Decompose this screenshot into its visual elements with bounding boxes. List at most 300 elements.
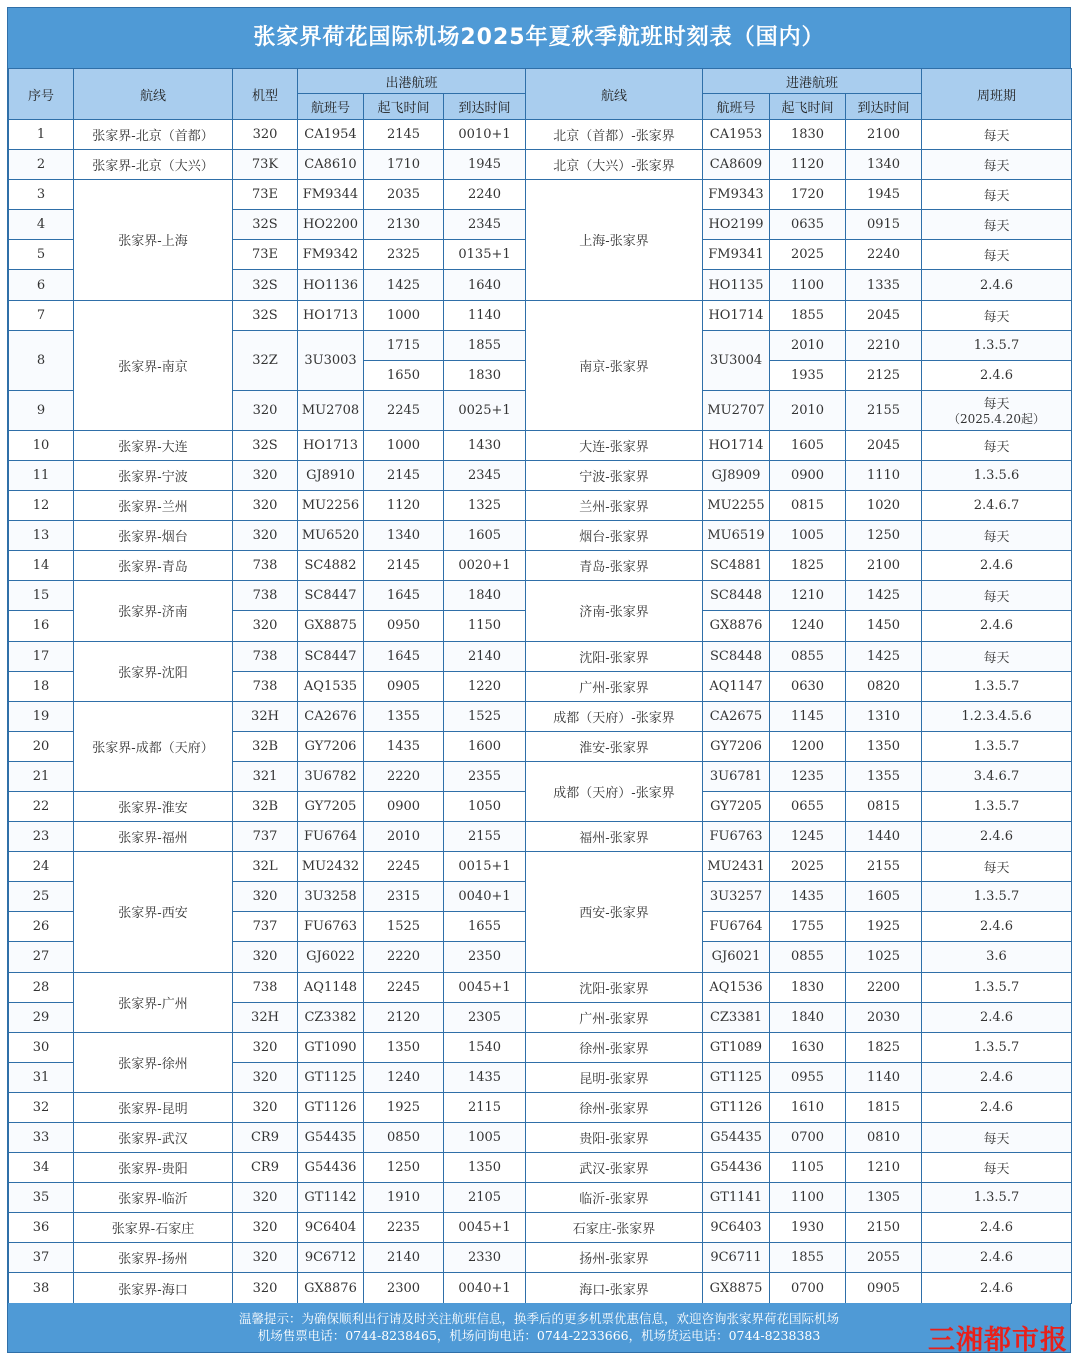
weekly-schedule-cell [922,1273,1072,1303]
in-flight-no-cell: 3U3004 [703,330,770,390]
out-arr-time-cell: 2305 [444,1002,526,1032]
weekly-schedule-text: 每天 [983,189,1010,205]
out-arr-time-cell: 1605 [444,521,526,551]
seq-cell: 21 [9,761,74,791]
inbound-route-cell: 武汉-张家界 [526,1153,703,1183]
outbound-route-cell: 张家界-福州 [74,822,233,852]
in-dep-time-cell: 1755 [770,912,846,942]
in-arr-time-cell: 1310 [846,701,922,731]
seq-cell: 27 [9,942,74,972]
inbound-route-cell: 徐州-张家界 [526,1092,703,1122]
out-flight-no-cell: FU6763 [298,912,364,942]
out-arr-time-cell: 2105 [444,1183,526,1213]
inbound-route-cell: 青岛-张家界 [526,551,703,581]
out-dep-time-cell: 1910 [364,1183,444,1213]
table-row [9,1213,1072,1243]
weekly-schedule-cell [922,791,1072,821]
out-arr-time-cell: 1150 [444,611,526,641]
out-arr-time-cell: 2115 [444,1092,526,1122]
aircraft-cell: 320 [233,460,298,490]
header-in-dep-time: 起飞时间 [770,94,846,120]
inbound-route-cell: 昆明-张家界 [526,1062,703,1092]
out-flight-no-cell: 3U6782 [298,761,364,791]
out-arr-time-cell: 0025+1 [444,390,526,430]
inbound-route-cell: 兰州-张家界 [526,491,703,521]
out-flight-no-cell: GY7206 [298,731,364,761]
seq-cell: 13 [9,521,74,551]
in-dep-time-cell: 1855 [770,300,846,330]
out-flight-no-cell: HO1713 [298,300,364,330]
in-arr-time-cell: 1815 [846,1092,922,1122]
weekly-schedule-cell [922,300,1072,330]
out-flight-no-cell: HO1713 [298,430,364,460]
inbound-route-cell: 临沂-张家界 [526,1183,703,1213]
out-flight-no-cell: G54435 [298,1123,364,1153]
weekly-schedule-cell [922,521,1072,551]
outbound-route-cell: 张家界-西安 [74,852,233,972]
header-out-flight-no: 航班号 [298,94,364,120]
out-arr-time-cell: 1325 [444,491,526,521]
out-flight-no-cell: GJ6022 [298,942,364,972]
weekly-schedule-text: 2.4.6 [979,277,1014,293]
in-flight-no-cell: MU2255 [703,491,770,521]
seq-cell: 23 [9,822,74,852]
weekly-schedule-text: 1.3.5.7 [973,738,1020,754]
aircraft-cell: 320 [233,882,298,912]
aircraft-cell: 320 [233,390,298,430]
weekly-schedule-cell [922,360,1072,390]
in-arr-time-cell: 2045 [846,430,922,460]
aircraft-cell: 32S [233,300,298,330]
out-flight-no-cell: SC8447 [298,581,364,611]
in-arr-time-cell: 1340 [846,150,922,180]
out-flight-no-cell: AQ1535 [298,671,364,701]
in-flight-no-cell: FU6763 [703,822,770,852]
aircraft-cell: 32B [233,731,298,761]
out-arr-time-cell: 2330 [444,1243,526,1273]
weekly-schedule-cell [922,942,1072,972]
in-flight-no-cell: AQ1147 [703,671,770,701]
seq-cell: 28 [9,972,74,1002]
seq-cell: 37 [9,1243,74,1273]
out-arr-time-cell: 1050 [444,791,526,821]
header-inbound: 进港航班 [703,69,922,94]
weekly-schedule-cell [922,150,1072,180]
out-flight-no-cell: FM9344 [298,180,364,210]
in-arr-time-cell: 1250 [846,521,922,551]
in-dep-time-cell: 1120 [770,150,846,180]
aircraft-cell: 738 [233,671,298,701]
in-flight-no-cell: 3U6781 [703,761,770,791]
weekly-schedule-text: 2.4.6 [979,1280,1014,1296]
seq-cell: 11 [9,460,74,490]
out-dep-time-cell: 1710 [364,150,444,180]
outbound-route-cell: 张家界-上海 [74,180,233,300]
seq-cell: 29 [9,1002,74,1032]
weekly-schedule-text: 2.4.6 [979,1009,1014,1025]
out-flight-no-cell: CA8610 [298,150,364,180]
seq-cell: 16 [9,611,74,641]
out-arr-time-cell: 1525 [444,701,526,731]
weekly-schedule-text: 1.3.5.7 [973,979,1020,995]
in-arr-time-cell: 2240 [846,240,922,270]
out-dep-time-cell: 2245 [364,972,444,1002]
weekly-schedule-text: 2.4.6 [979,558,1014,574]
weekly-schedule-cell [922,972,1072,1002]
in-arr-time-cell: 1350 [846,731,922,761]
footer-line-2: 机场售票电话：0744-8238465，机场问询电话：0744-2233666，机场货运电话：0744-8238383 [257,1328,821,1343]
inbound-route-cell: 上海-张家界 [526,180,703,300]
aircraft-cell: 32H [233,701,298,731]
out-dep-time-cell: 0950 [364,611,444,641]
in-dep-time-cell: 0655 [770,791,846,821]
out-arr-time-cell: 1430 [444,430,526,460]
weekly-schedule-cell [922,460,1072,490]
aircraft-cell: 737 [233,822,298,852]
table-row [9,1032,1072,1062]
seq-cell: 19 [9,701,74,731]
weekly-schedule-cell [922,120,1072,150]
out-dep-time-cell: 2130 [364,210,444,240]
out-arr-time-cell: 0135+1 [444,240,526,270]
out-arr-time-cell: 1540 [444,1032,526,1062]
out-flight-no-cell: G54436 [298,1153,364,1183]
weekly-schedule-text: 每天 [983,861,1010,877]
aircraft-cell: 32H [233,1002,298,1032]
out-flight-no-cell: HO2200 [298,210,364,240]
out-arr-time-cell: 1435 [444,1062,526,1092]
outbound-route-cell: 张家界-武汉 [74,1123,233,1153]
out-arr-time-cell: 0045+1 [444,972,526,1002]
table-row [9,551,1072,581]
in-flight-no-cell: GT1089 [703,1032,770,1062]
weekly-schedule-cell [922,1062,1072,1092]
out-flight-no-cell: 9C6404 [298,1213,364,1243]
in-flight-no-cell: CA8609 [703,150,770,180]
out-dep-time-cell: 1000 [364,300,444,330]
out-dep-time-cell: 1645 [364,581,444,611]
inbound-route-cell: 烟台-张家界 [526,521,703,551]
weekly-schedule-cell [922,1183,1072,1213]
out-dep-time-cell: 1525 [364,912,444,942]
weekly-schedule-cell [922,912,1072,942]
in-arr-time-cell: 1605 [846,882,922,912]
in-dep-time-cell: 1830 [770,972,846,1002]
weekly-schedule-cell [922,852,1072,882]
weekly-schedule-cell [922,240,1072,270]
weekly-schedule-cell [922,671,1072,701]
table-row [9,1092,1072,1122]
seq-cell: 35 [9,1183,74,1213]
header-weekly: 周班期 [922,69,1072,120]
out-dep-time-cell: 2245 [364,390,444,430]
in-dep-time-cell: 1830 [770,120,846,150]
in-dep-time-cell: 1145 [770,701,846,731]
out-arr-time-cell: 1005 [444,1123,526,1153]
out-arr-time-cell: 2140 [444,641,526,671]
out-arr-time-cell: 1655 [444,912,526,942]
in-flight-no-cell: MU2707 [703,390,770,430]
inbound-route-cell: 大连-张家界 [526,430,703,460]
aircraft-cell: 32Z [233,330,298,390]
table-row [9,1243,1072,1273]
inbound-route-cell: 成都（天府）-张家界 [526,701,703,731]
weekly-schedule-text: 1.3.5.7 [973,1190,1020,1206]
inbound-route-cell: 广州-张家界 [526,1002,703,1032]
out-arr-time-cell: 0040+1 [444,1273,526,1303]
in-dep-time-cell: 1210 [770,581,846,611]
in-arr-time-cell: 2100 [846,551,922,581]
in-flight-no-cell: MU2431 [703,852,770,882]
out-dep-time-cell: 2035 [364,180,444,210]
weekly-schedule-text: 每天 [983,397,1010,413]
in-flight-no-cell: GY7206 [703,731,770,761]
out-flight-no-cell: FU6764 [298,822,364,852]
weekly-schedule-cell [922,180,1072,210]
weekly-schedule-cell [922,1092,1072,1122]
in-arr-time-cell: 1140 [846,1062,922,1092]
seq-cell: 18 [9,671,74,701]
aircraft-cell: 32B [233,791,298,821]
out-flight-no-cell: GT1090 [298,1032,364,1062]
in-flight-no-cell: FM9341 [703,240,770,270]
out-flight-no-cell: GX8876 [298,1273,364,1303]
in-arr-time-cell: 2155 [846,390,922,430]
in-arr-time-cell: 1825 [846,1032,922,1062]
inbound-route-cell: 徐州-张家界 [526,1032,703,1062]
inbound-route-cell: 广州-张家界 [526,671,703,701]
in-flight-no-cell: G54436 [703,1153,770,1183]
inbound-route-cell: 沈阳-张家界 [526,641,703,671]
seq-cell: 22 [9,791,74,821]
header-out-dep-time: 起飞时间 [364,94,444,120]
weekly-schedule-text: 每天 [983,650,1010,666]
in-dep-time-cell: 0630 [770,671,846,701]
header-in-arr-time: 到达时间 [846,94,922,120]
weekly-schedule-text: 2.4.6 [979,829,1014,845]
out-dep-time-cell: 1425 [364,270,444,300]
out-dep-time-cell: 1435 [364,731,444,761]
weekly-schedule-text: 2.4.6 [979,1099,1014,1115]
in-arr-time-cell: 0915 [846,210,922,240]
out-arr-time-cell: 2240 [444,180,526,210]
out-dep-time-cell: 2220 [364,942,444,972]
outbound-route-cell: 张家界-南京 [74,300,233,430]
inbound-route-cell: 北京（大兴）-张家界 [526,150,703,180]
out-arr-time-cell: 2155 [444,822,526,852]
flight-schedule-table [8,68,1072,1304]
out-flight-no-cell: GT1126 [298,1092,364,1122]
seq-cell: 26 [9,912,74,942]
out-flight-no-cell: GY7205 [298,791,364,821]
inbound-route-cell: 宁波-张家界 [526,460,703,490]
in-arr-time-cell: 2055 [846,1243,922,1273]
outbound-route-cell: 张家界-北京（大兴） [74,150,233,180]
out-dep-time-cell: 1120 [364,491,444,521]
in-arr-time-cell: 1425 [846,581,922,611]
in-dep-time-cell: 1100 [770,270,846,300]
in-flight-no-cell: GT1126 [703,1092,770,1122]
weekly-schedule-text: 2.4.6 [979,367,1014,383]
in-arr-time-cell: 1020 [846,491,922,521]
in-flight-no-cell: CZ3381 [703,1002,770,1032]
in-dep-time-cell: 1435 [770,882,846,912]
out-flight-no-cell: CA1954 [298,120,364,150]
in-flight-no-cell: CA2675 [703,701,770,731]
weekly-schedule-text: 每天 [983,439,1010,455]
weekly-schedule-text: 2.4.6 [979,618,1014,634]
in-dep-time-cell: 1605 [770,430,846,460]
seq-cell: 34 [9,1153,74,1183]
seq-cell: 14 [9,551,74,581]
aircraft-cell: 320 [233,1243,298,1273]
in-arr-time-cell: 1025 [846,942,922,972]
out-dep-time-cell: 2245 [364,852,444,882]
in-dep-time-cell: 0700 [770,1123,846,1153]
weekly-schedule-cell [922,731,1072,761]
in-dep-time-cell: 0900 [770,460,846,490]
inbound-route-cell: 成都（天府）-张家界 [526,761,703,821]
in-dep-time-cell: 1005 [770,521,846,551]
weekly-schedule-text: 每天 [983,309,1010,325]
table-row [9,120,1072,150]
out-dep-time-cell: 1340 [364,521,444,551]
in-arr-time-cell: 0905 [846,1273,922,1303]
out-arr-time-cell: 1855 [444,330,526,360]
in-flight-no-cell: GT1125 [703,1062,770,1092]
aircraft-cell: 320 [233,1213,298,1243]
in-dep-time-cell: 1720 [770,180,846,210]
weekly-schedule-cell [922,390,1072,430]
weekly-schedule-cell [922,270,1072,300]
in-dep-time-cell: 2025 [770,852,846,882]
out-arr-time-cell: 2345 [444,210,526,240]
weekly-schedule-cell [922,1123,1072,1153]
out-dep-time-cell: 1650 [364,360,444,390]
weekly-schedule-cell [922,581,1072,611]
in-dep-time-cell: 1235 [770,761,846,791]
aircraft-cell: 738 [233,551,298,581]
seq-cell: 32 [9,1092,74,1122]
in-arr-time-cell: 1355 [846,761,922,791]
out-arr-time-cell: 0045+1 [444,1213,526,1243]
in-flight-no-cell: GY7205 [703,791,770,821]
weekly-schedule-text: 2.4.6 [979,1250,1014,1266]
weekly-schedule-cell [922,1243,1072,1273]
in-flight-no-cell: G54435 [703,1123,770,1153]
out-arr-time-cell: 0040+1 [444,882,526,912]
weekly-schedule-cell [922,1002,1072,1032]
out-dep-time-cell: 2300 [364,1273,444,1303]
in-dep-time-cell: 0855 [770,641,846,671]
outbound-route-cell: 张家界-烟台 [74,521,233,551]
weekly-schedule-text: 1.3.5.7 [973,799,1020,815]
out-flight-no-cell: 9C6712 [298,1243,364,1273]
seq-cell: 15 [9,581,74,611]
weekly-schedule-cell [922,1213,1072,1243]
table-row [9,430,1072,460]
aircraft-cell: 320 [233,1032,298,1062]
seq-cell: 20 [9,731,74,761]
in-flight-no-cell: SC4881 [703,551,770,581]
out-dep-time-cell: 2140 [364,1243,444,1273]
seq-cell: 30 [9,1032,74,1062]
in-flight-no-cell: GJ6021 [703,942,770,972]
in-dep-time-cell: 2010 [770,390,846,430]
seq-cell: 1 [9,120,74,150]
table-row [9,460,1072,490]
table-header [9,69,1072,120]
in-flight-no-cell: SC8448 [703,581,770,611]
aircraft-cell: 73E [233,180,298,210]
inbound-route-cell: 贵阳-张家界 [526,1123,703,1153]
in-dep-time-cell: 1825 [770,551,846,581]
aircraft-cell: 320 [233,1273,298,1303]
in-dep-time-cell: 0815 [770,491,846,521]
weekly-schedule-cell [922,822,1072,852]
outbound-route-cell: 张家界-青岛 [74,551,233,581]
in-arr-time-cell: 2125 [846,360,922,390]
aircraft-cell: 738 [233,641,298,671]
out-dep-time-cell: 2220 [364,761,444,791]
seq-cell: 12 [9,491,74,521]
out-dep-time-cell: 2145 [364,460,444,490]
seq-cell: 24 [9,852,74,882]
in-arr-time-cell: 2210 [846,330,922,360]
weekly-schedule-text: 每天 [983,249,1010,265]
in-arr-time-cell: 1945 [846,180,922,210]
out-flight-no-cell: 3U3258 [298,882,364,912]
inbound-route-cell: 沈阳-张家界 [526,972,703,1002]
table-row [9,641,1072,671]
out-dep-time-cell: 0850 [364,1123,444,1153]
outbound-route-cell: 张家界-北京（首都） [74,120,233,150]
in-flight-no-cell: GJ8909 [703,460,770,490]
table-row [9,852,1072,882]
weekly-schedule-text: 1.3.5.7 [973,889,1020,905]
in-dep-time-cell: 1855 [770,1243,846,1273]
weekly-schedule-cell [922,882,1072,912]
out-dep-time-cell: 2120 [364,1002,444,1032]
outbound-route-cell: 张家界-宁波 [74,460,233,490]
in-dep-time-cell: 0700 [770,1273,846,1303]
out-arr-time-cell: 2355 [444,761,526,791]
header-outbound: 出港航班 [298,69,526,94]
in-arr-time-cell: 2045 [846,300,922,330]
aircraft-cell: 32S [233,210,298,240]
outbound-route-cell: 张家界-徐州 [74,1032,233,1092]
in-flight-no-cell: MU6519 [703,521,770,551]
seq-cell: 10 [9,430,74,460]
outbound-route-cell: 张家界-广州 [74,972,233,1032]
table-row [9,1123,1072,1153]
table-row [9,701,1072,731]
out-dep-time-cell: 2010 [364,822,444,852]
seq-cell: 7 [9,300,74,330]
out-flight-no-cell: GT1125 [298,1062,364,1092]
out-flight-no-cell: FM9342 [298,240,364,270]
weekly-schedule-text: 1.3.5.7 [973,1039,1020,1055]
in-dep-time-cell: 1840 [770,1002,846,1032]
aircraft-cell: 737 [233,912,298,942]
in-arr-time-cell: 1925 [846,912,922,942]
in-dep-time-cell: 2010 [770,330,846,360]
footer-notice [8,1303,1070,1352]
out-dep-time-cell: 1000 [364,430,444,460]
table-row [9,972,1072,1002]
seq-cell: 4 [9,210,74,240]
weekly-schedule-cell [922,491,1072,521]
